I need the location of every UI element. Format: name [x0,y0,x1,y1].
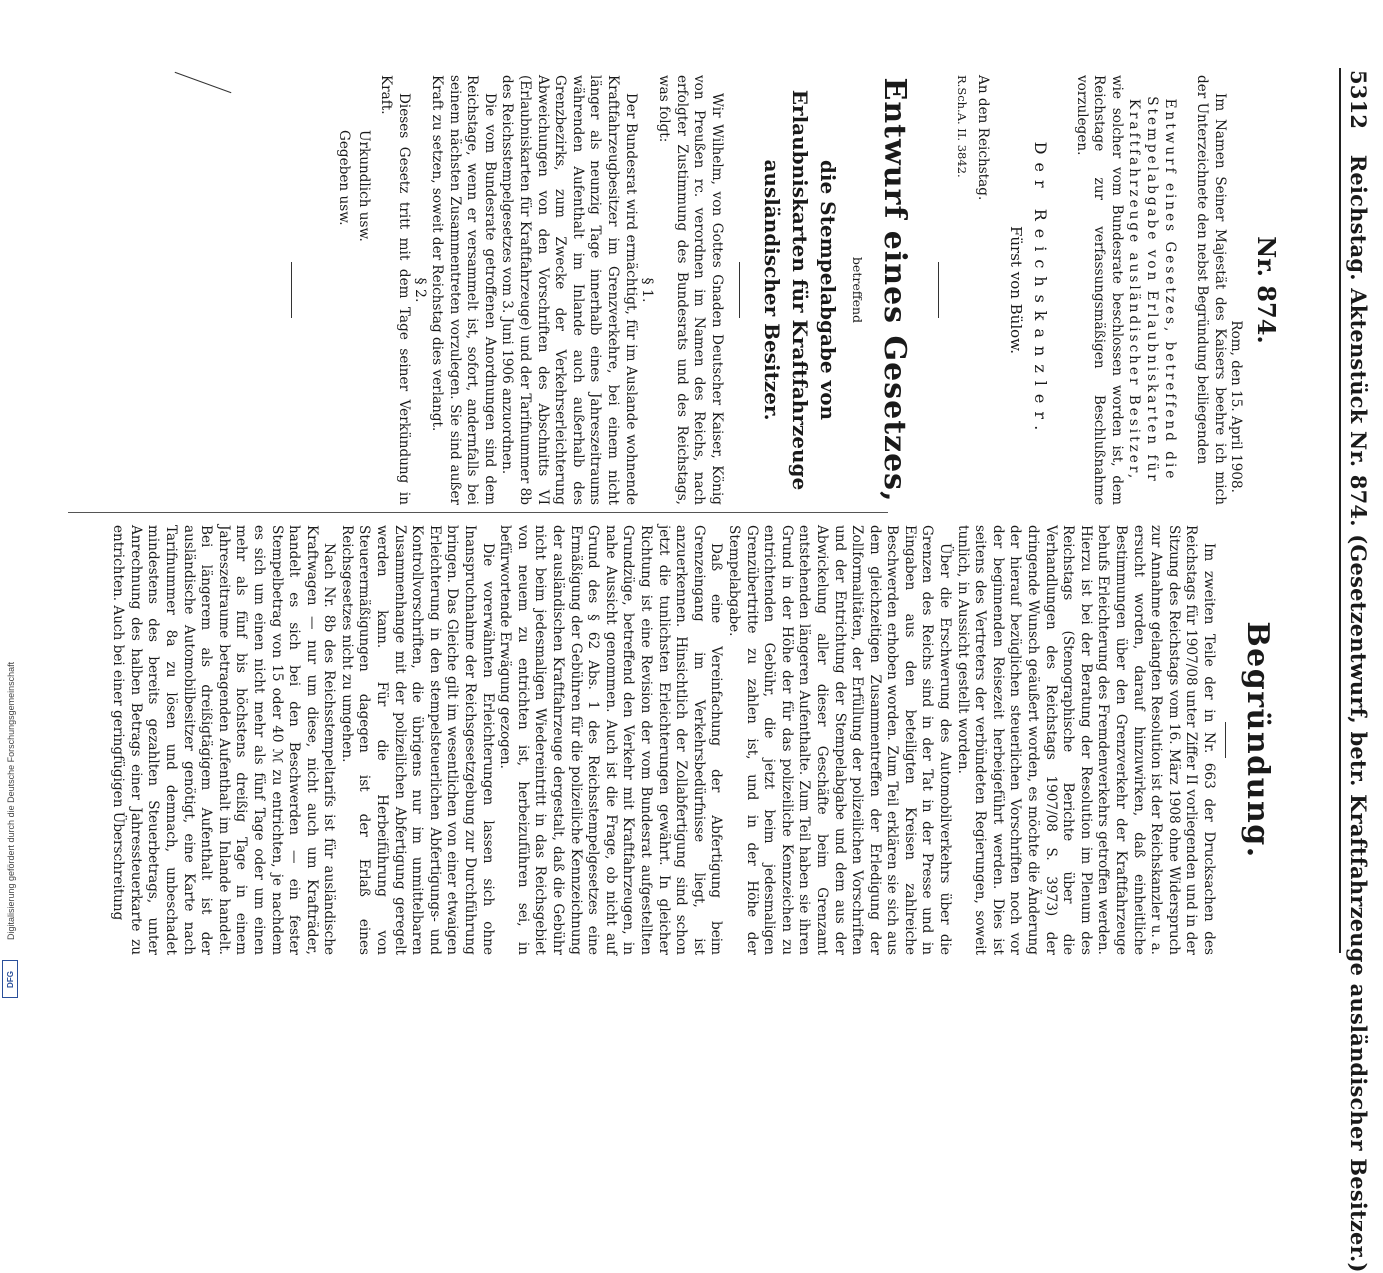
enacting-formula: Wir Wilhelm, von Gottes Gnaden Deutscher Kaiser, König von Preußen rc. verordnen im Namen des Reichs, nach erfolgter Zustimmung des Bundesrats und des Reichstags, was folgt: [656,75,726,505]
running-head-title: Reichstag. Aktenstück Nr. 874. (Gesetzentwurf, betr. Kraftfahrzeuge ausländischer Besitzer.) [1346,154,1371,1273]
closing-formula: Urkundlich usw. [356,130,373,242]
section-heading: § 2. [411,277,428,303]
explanation-paragraph: Nach Nr. 8b des Reichsstempeltarifs ist für ausländische Kraftwagen — nur um diese, nicht auch um Krafträder, handelt es sich bei den Beschwerden — ein fester Stempelbetrag von 15 oder 40 ℳ zu entrichten, je nachdem es sich um einen nicht mehr als fünf Tage oder um einen mehr als fünf bis höchstens dreißig Tage in einem Jahreszeitraume betragenden Aufenthalt im Inlande handelt. Bei längerem als dreißigtägigem Aufenthalt ist der ausländische Automobilbesitzer genötigt, eine Karte nach Tarifnummer 8a zu lösen und demnach, unbeschadet mindestens des bereits gezahlten Steuerbetrags, unter Anrechnung des halben Betrags einer Jahressteuerkarte zu entrichten. Auch bei einer geringfügigen Überschreitung [110,525,338,955]
header-rule [1339,68,1341,953]
chancellor-label: Der Reichskanzler. [1031,141,1051,439]
closing-formula: Gegeben usw. [336,130,353,226]
draft-title-block: Entwurf eines Gesetzes, betreffend die Stempelabgabe von Erlaubniskarten für Kraftfahrzeuge ausländischer Besitzer, [1125,96,1178,484]
bill-concerning: betreffend [850,256,866,324]
column-rule [68,512,888,513]
end-rule [291,262,292,318]
explanation-paragraph: Über die Erschwerung des Automobilverkehrs über die Grenzen des Reichs sind in der Tat in der Presse und in Eingaben aus den beteiligten Kreisen zahlreiche Beschwerden erhoben worden. Zum Teil erklären sie sich aus dem gleichzeitigen Zusammentreffen der Erledigung der Zollformalitäten, der Erfüllung der polizeilichen Vorschriften und der Entrichtung der Stempelabgabe und dem aus der Abwickelung aller dieser Geschäfte beim Grenzamt entstehenden längeren Aufenthalte. Zum Teil haben sie ihren Grund in der Höhe der für das polizeiliche Kennzeichen zu entrichtenden Gebühr, die jetzt beim jedesmaligen Grenzübertritte zu zahlen ist, und in der Höhe der Stempelabgabe. [725,525,954,955]
dateline: Rom, den 15. April 1908. [1228,320,1244,493]
explanation-paragraph: Die vorerwähnten Erleichterungen lassen sich ohne Inanspruchnahme der Reichsgesetzgebung zur Durchführung bringen. Das Gleiche gilt im wesentlichen von einer etwaigen Erleichterung in den stempelsteuerlichen Abfertigungs- und Kontrollvorschriften, die übrigens nur im unmittelbaren Zusammenhange mit der polizeilichen Abfertigung geregelt werden kann. Für die Herbeiführung von Steuerermäßigungen dagegen ist der Erlaß eines Reichsgesetzes nicht zu umgehen. [338,525,496,955]
section-paragraph: Der Bundesrat wird ermächtigt, für im Auslande wohnende Kraftfahrzeugbesitzer im Grenzverkehre, bei einem nicht länger als neunzig Tage innerhalb eines Jahreszeitraums währenden Aufenthalt im Inlande auch außerhalb des Grenzbezirks, zum Zwecke der Verkehrserleichterung Abweichungen von den Vorschriften des Abschnitts VI (Erlaubniskarten für Kraftfahrzeuge) und der Tarifnummer 8b des Reichsstempelgesetzes vom 3. Juni 1906 anzuordnen. [499,75,639,505]
cover-letter-end: wie solcher vom Bundesrate beschlossen worden ist, dem Reichstage zur verfassungsmäßigen Beschlußnahme vorzulegen. [1073,75,1125,505]
explanation-column [55,525,1325,955]
separator-rule [938,262,939,318]
section-paragraph: Die vom Bundesrate getroffenen Anordnungen sind dem Reichstage, wenn er versammelt ist, sofort, andernfalls bei seinem nächsten Zusammentreten vorzulegen. Sie sind außer Kraft zu setzen, soweit der Reichstag dies verlangt. [429,75,498,505]
digitization-note: Digitalisierung gefördert durch die Deutsche Forschungsgemeinschaft [6,661,16,940]
page-number: 5312 [1346,70,1371,130]
section-paragraph: Dieses Gesetz tritt mit dem Tage seiner Verkündung in Kraft. [377,75,412,505]
explanation-paragraph: Im zweiten Teile der in Nr. 663 der Drucksachen des Reichstags für 1907/08 unter Ziffer II vorliegenden und in der Sitzung des Reichstags vom 16. März 1908 ohne Widerspruch zur Annahme gelangten Resolution ist der Reichskanzler u. a. ersucht worden, darauf hinzuwirken, daß einheitliche Bestimmungen über den Grenzverkehr der Kraftfahrzeuge behufs Erleichterung des Fremdenverkehrs getroffen werden. Hierzu ist bei der Beratung der Resolution im Plenum des Reichstags (Stenographische Berichte über die Verhandlungen des Reichstags 1907/08 S. 3973) der dringende Wunsch geäußert worden, es möchte die Änderung der hierauf bezüglichen steuerlichen Vorschriften noch vor der beginnenden Reisezeit herbeigeführt werden. Dies ist seitens des Vertreters der verbündeten Regierungen, soweit tunlich, in Aussicht gestellt worden. [954,525,1217,955]
bill-title: Entwurf eines Gesetzes, [877,77,913,503]
running-head [1346,70,1371,1273]
document-number: Nr. 874. [1252,236,1281,344]
section-heading: § 1. [638,277,655,303]
bill-subject: die Stempelabgabe von Erlaubniskarten für Kraftfahrzeuge ausländischer Besitzer. [760,89,841,491]
dfg-logo-text: DFG [5,970,15,988]
separator-rule [739,262,740,318]
chancellor-signature: Fürst von Bülow. [1007,225,1026,354]
explanation-paragraph: Daß eine Vereinfachung der Abfertigung beim Grenzeingang im Verkehrsbedürfnisse liegt, ist anzuerkennen. Hinsichtlich der Zollabfertigung sind schon jetzt die tunlichsten Erleichterungen gewährt. In gleicher Richtung ist eine Revision der vom Bundesrat aufgestellten Grundzüge, betreffend den Verkehr mit Kraftfahrzeugen, in nahe Aussicht genommen. Auch ist die Frage, ob nicht auf Grund des § 62 Abs. 1 des Reichsstempelgesetzes eine Ermäßigung der Gebühren für die polizeiliche Kennzeichnung der ausländischen Kraftfahrzeuge dergestalt, daß die Gebühr nicht beim jedesmaligen Wiedereintritt in das Reichsgebiet von neuem zu entrichten ist, herbeizuführen sei, in befürwortende Erwägung gezogen. [497,525,725,955]
file-reference: R.Sch.A. II. 3842. [955,75,970,178]
cover-letter-intro: Im Namen Seiner Majestät des Kaisers beehre ich mich der Unterzeichnete den nebst Begründung beiliegenden [1194,75,1228,505]
addressee: An den Reichstag. [975,75,992,201]
separator-rule [1225,722,1226,758]
explanation-heading: Begründung. [1240,621,1275,859]
bill-column [55,75,1325,505]
